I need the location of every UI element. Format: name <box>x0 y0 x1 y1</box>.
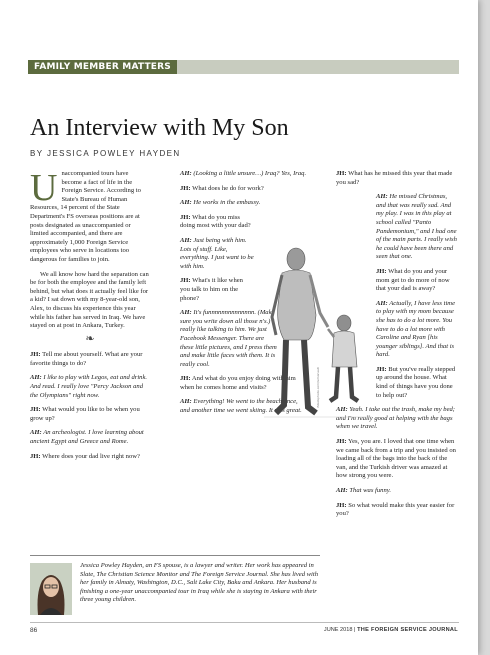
paragraph-text: That was funny. <box>347 487 391 494</box>
paragraph-text: He missed Christmas, and that was really sad. And my play. I was in this play at school called "Panto Pandemonium," and I had one of the main parts. I really wish he could have been there and seen that one. <box>376 193 457 261</box>
drop-cap: U <box>30 167 58 209</box>
paragraph-text: Tell me about yourself. What are your favorite things to do? <box>30 351 143 367</box>
answer-paragraph <box>180 199 308 208</box>
speaker-label: JH: <box>336 501 347 509</box>
paragraph-text: So what would make this year easier for you? <box>336 501 455 518</box>
speaker-label: JH: <box>336 438 347 446</box>
speaker-label: JH: <box>376 365 387 373</box>
question-paragraph <box>336 502 458 519</box>
paragraph-text: It's funnnnnnnnnnnnnn. (Make sure you write down all those n's.) I really like talking to him. We just Facebook Messenger. There are these little pictures, and I press them and make little faces with them. It is really cool. <box>180 309 277 368</box>
speaker-label: JH: <box>180 375 191 383</box>
speaker-label: AH: <box>180 199 192 207</box>
question-paragraph <box>30 453 150 462</box>
paragraph-text: What do you miss doing most with your dad? <box>180 213 251 230</box>
speaker-label: JH: <box>336 170 347 177</box>
paragraph-text: He works in the embassy. <box>191 199 261 207</box>
paragraph-text: Everything! We went to the beach once, and another time we went skiing. It was great. <box>180 398 302 415</box>
paragraph-text: What has he missed this year that made you sad? <box>336 170 453 186</box>
paragraph-text: I like to play with Legos, eat and drink. And read. I really love "Percy Jackson and the Olympians" right now. <box>30 374 148 399</box>
illustration-credit: iStockphoto.com/lemonsalt <box>316 367 320 408</box>
speaker-label: JH: <box>180 184 191 192</box>
speaker-label: JH: <box>30 406 41 414</box>
bio-divider <box>30 555 320 556</box>
speaker-label: AH: <box>336 487 348 494</box>
col1-qa-list <box>30 351 150 461</box>
paragraph-text: But you've really stepped up around the house. What kind of things have you done to help out? <box>376 365 456 399</box>
question-paragraph <box>30 351 150 368</box>
paragraph-text: And what do you enjoy doing with him when he comes home and visits? <box>180 375 296 391</box>
speaker-label: AH: <box>30 429 42 437</box>
speaker-label: AH: <box>376 299 388 307</box>
page-number: 86 <box>30 627 38 634</box>
paragraph-text: Where does your dad live right now? <box>40 452 140 460</box>
column-1 <box>30 167 150 467</box>
speaker-label: AH: <box>180 170 192 177</box>
section-banner <box>28 60 459 74</box>
paragraph-text: What's it like when you talk to him on the phone? <box>180 277 243 302</box>
intro-paragraph-1: Unaccompanied tours have become a fact of life in the Foreign Service. According to State's Bureau of Human Resources, 14 percent of the State Department's FS overseas positions are at posts designated as unaccompanied or limited accompanied, and there are approximately 1,000 Foreign Service employees who serve in locations too dangerous for families to join. <box>30 167 141 263</box>
question-paragraph <box>336 438 458 481</box>
answer-paragraph <box>30 429 150 446</box>
answer-paragraph <box>336 487 458 496</box>
speaker-label: JH: <box>30 452 41 460</box>
byline: BY JESSICA POWLEY HAYDEN <box>30 149 181 158</box>
intro-paragraph-2: We all know how hard the separation can be for both the employee and the family left behind, but what does it actually feel like for a kid? I sat down with my 8-year-old son, Alex, to discuss his experience this year while his father has served in Iraq. We have stayed on at post in Ankara, Turkey. <box>30 270 149 330</box>
paragraph-text: What does he do for work? <box>190 184 264 192</box>
answer-paragraph <box>180 170 308 179</box>
speaker-label: JH: <box>180 213 191 221</box>
footer-issue: JUNE 2018 | THE FOREIGN SERVICE JOURNAL <box>323 627 458 633</box>
answer-paragraph <box>30 374 150 400</box>
speaker-label: JH: <box>376 267 387 275</box>
question-paragraph <box>180 185 308 194</box>
speaker-label: AH: <box>180 236 192 244</box>
paragraph-text: (Looking a little unsure…) Iraq? Yes, Iraq. <box>191 170 307 177</box>
paragraph-text: Actually, I have less time to play with my mom because she has to do a lot more. You have to do a lot more with Caroline and Ryan [his younger siblings]. And that is hard. <box>376 299 455 359</box>
fleuron-ornament-icon: ❧ <box>85 332 95 345</box>
author-bio: Jessica Powley Hayden, an FS spouse, is a lawyer and writer. Her work has appeared in Slate, The Christian Science Monitor and The Foreign Service Journal. She has lived with her family in Almaty, Washington, D.C., Salt Lake City, Baku and Ankara. Her husband is finishing a one-year unaccompanied tour in Iraq while she is staying in Ankara with their three young children. <box>80 562 319 604</box>
paragraph-text: What do you and your mom get to do more of now that your dad is away? <box>376 267 450 293</box>
speaker-label: AH: <box>376 193 388 201</box>
speaker-label: JH: <box>180 277 191 285</box>
speaker-label: AH: <box>336 406 348 414</box>
article-title: An Interview with My Son <box>30 115 289 141</box>
author-photo <box>30 563 72 615</box>
speaker-label: AH: <box>180 309 192 317</box>
speaker-label: JH: <box>30 351 41 359</box>
question-paragraph <box>30 406 150 423</box>
paragraph-text: What would you like to be when you grow up? <box>30 406 140 422</box>
speaker-label: AH: <box>180 398 192 406</box>
paragraph-text: Yes, you are. I loved that one time when we came back from a trip and you insisted on loading all of the bags into the back of the van, and the Turkish driver was amazed at how strong you were. <box>336 438 456 480</box>
footer-divider <box>30 622 459 623</box>
paragraph-text: An archeologist. I love learning about ancient Egypt and Greece and Rome. <box>30 429 144 446</box>
paragraph-text: Yeah. I take out the trash, make my bed; and I'm really good at helping with the bags when we travel. <box>336 406 455 431</box>
paragraph-text: Just being with him. Lots of stuff. Like, everything. I just want to be with him. <box>180 236 254 270</box>
speaker-label: AH: <box>30 374 42 382</box>
question-paragraph <box>336 170 458 187</box>
section-label: FAMILY MEMBER MATTERS <box>28 60 177 74</box>
question-paragraph <box>180 214 308 231</box>
